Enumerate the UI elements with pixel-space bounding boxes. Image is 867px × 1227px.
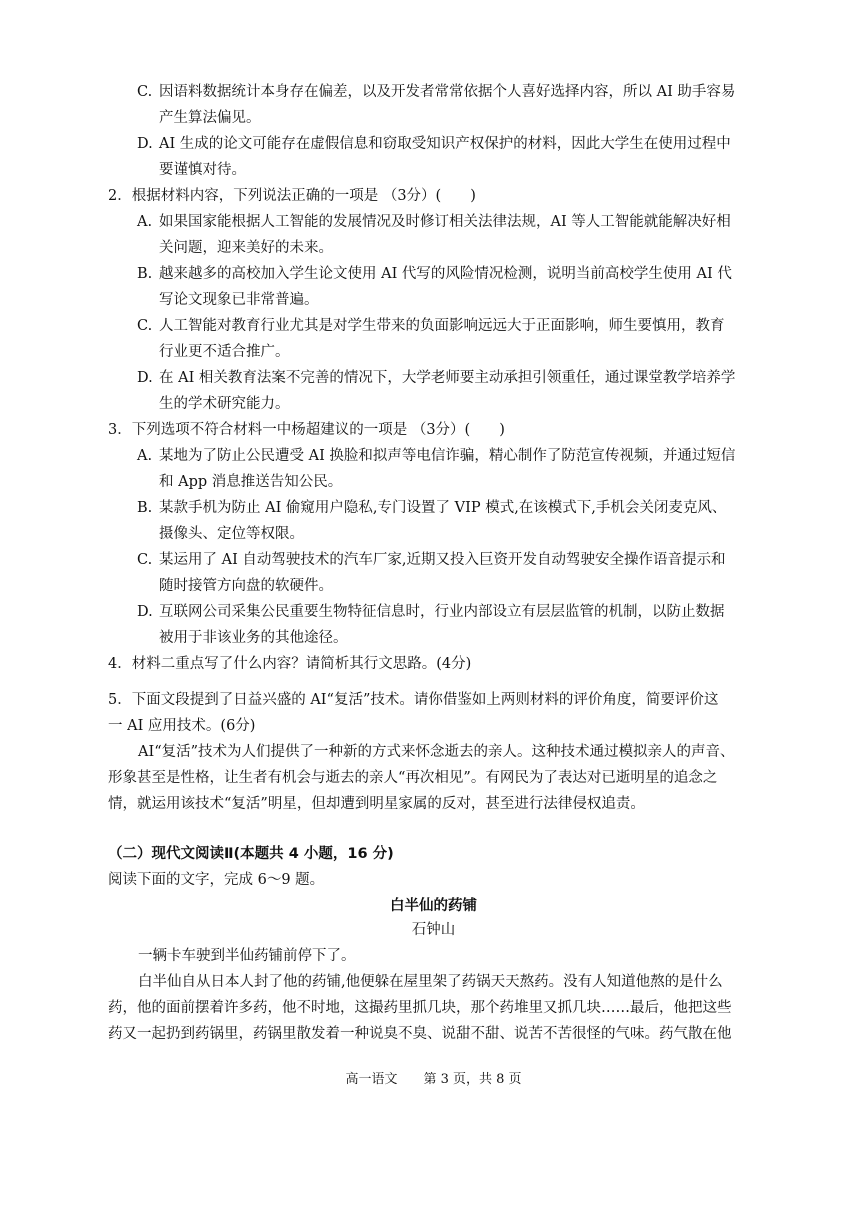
story-paragraph-2-line-3: 药又一起扔到药锅里，药锅里散发着一种说臭不臭、说甜不甜、说苦不苦很怪的气味。药气散在他: [108, 1026, 732, 1042]
q1-option-d: D. AI 生成的论文可能存在虚假信息和窃取受知识产权保护的材料，因此大学生在使用过程中: [137, 136, 731, 152]
q1-option-c: C. 因语料数据统计本身存在偏差，以及开发者常常依据个人喜好选择内容，所以 AI 助手容易: [137, 84, 736, 100]
q2-stem: 2．根据材料内容，下列说法正确的一项是 （3分）( ): [108, 188, 476, 204]
section-instruction: 阅读下面的文字，完成 6～9 题。: [108, 872, 325, 888]
q2-option-d: D. 在 AI 相关教育法案不完善的情况下，大学老师要主动承担引领重任，通过课堂教学培养学: [137, 370, 736, 386]
page-footer: 高一语文 第 3 页，共 8 页: [345, 1072, 522, 1087]
q3-stem: 3．下列选项不符合材料一中杨超建议的一项是 （3分）( ): [108, 422, 505, 438]
q5-passage-line-2: 形象甚至是性格，让生者有机会与逝去的亲人“再次相见”。有网民为了表达对已逝明星的追念之: [108, 770, 718, 786]
q3-option-b-cont: 摄像头、定位等权限。: [159, 526, 304, 542]
q3-option-d: D. 互联网公司采集公民重要生物特征信息时，行业内部设立有层层监管的机制，以防止数据: [137, 604, 725, 620]
q5-stem: 5．下面文段提到了日益兴盛的 AI“复活”技术。请你借鉴如上两则材料的评价角度，简要评价这: [108, 692, 719, 708]
q3-option-a: A. 某地为了防止公民遭受 AI 换脸和拟声等电信诈骗，精心制作了防范宣传视频，并通过短信: [137, 448, 736, 464]
q2-option-d-cont: 生的学术研究能力。: [159, 396, 290, 412]
q5-passage-line-3: 情，就运用该技术“复活”明星，但却遭到明星家属的反对，甚至进行法律侵权追责。: [108, 796, 645, 812]
story-paragraph-2-line-2: 药，他的面前摆着许多药，他不时地，这撮药里抓几块，那个药堆里又抓几块……最后，他把这些: [108, 1000, 732, 1016]
q2-option-b-cont: 写论文现象已非常普遍。: [159, 292, 319, 308]
q3-option-b: B. 某款手机为防止 AI 偷窥用户隐私,专门设置了 VIP 模式,在该模式下,手机会关闭麦克风、: [137, 500, 727, 516]
story-author: 石钟山: [411, 922, 456, 938]
q3-option-c-cont: 随时接管方向盘的软硬件。: [159, 578, 333, 594]
story-title: 白半仙的药铺: [390, 898, 477, 914]
q1-option-c-cont: 产生算法偏见。: [159, 110, 261, 126]
q5-stem-cont: 一 AI 应用技术。(6分): [108, 718, 256, 734]
q3-option-d-cont: 被用于非该业务的其他途径。: [159, 630, 348, 646]
q3-option-c: C. 某运用了 AI 自动驾驶技术的汽车厂家,近期又投入巨资开发自动驾驶安全操作语音提示和: [137, 552, 726, 568]
q4-stem: 4．材料二重点写了什么内容？请简析其行文思路。(4分): [108, 656, 472, 672]
section-heading: （二）现代文阅读Ⅱ(本题共 4 小题，16 分): [108, 846, 394, 862]
q2-option-c: C. 人工智能对教育行业尤其是对学生带来的负面影响远远大于正面影响，师生要慎用，教育: [137, 318, 725, 334]
q2-option-a: A. 如果国家能根据人工智能的发展情况及时修订相关法律法规，AI 等人工智能就能解决好相: [137, 214, 731, 230]
q2-option-a-cont: 关问题，迎来美好的未来。: [159, 240, 333, 256]
q1-option-d-cont: 要谨慎对待。: [159, 162, 246, 178]
q2-option-b: B. 越来越多的高校加入学生论文使用 AI 代写的风险情况检测，说明当前高校学生使用 AI 代: [137, 266, 732, 282]
q2-option-c-cont: 行业更不适合推广。: [159, 344, 290, 360]
q3-option-a-cont: 和 App 消息推送告知公民。: [159, 474, 343, 490]
story-paragraph-1: 一辆卡车驶到半仙药铺前停下了。: [138, 948, 356, 964]
story-paragraph-2-line-1: 白半仙自从日本人封了他的药铺,他便躲在屋里架了药锅天天熬药。没有人知道他熬的是什么: [138, 974, 723, 990]
q5-passage-line-1: AI“复活”技术为人们提供了一种新的方式来怀念逝去的亲人。这种技术通过模拟亲人的声音、: [138, 744, 735, 760]
